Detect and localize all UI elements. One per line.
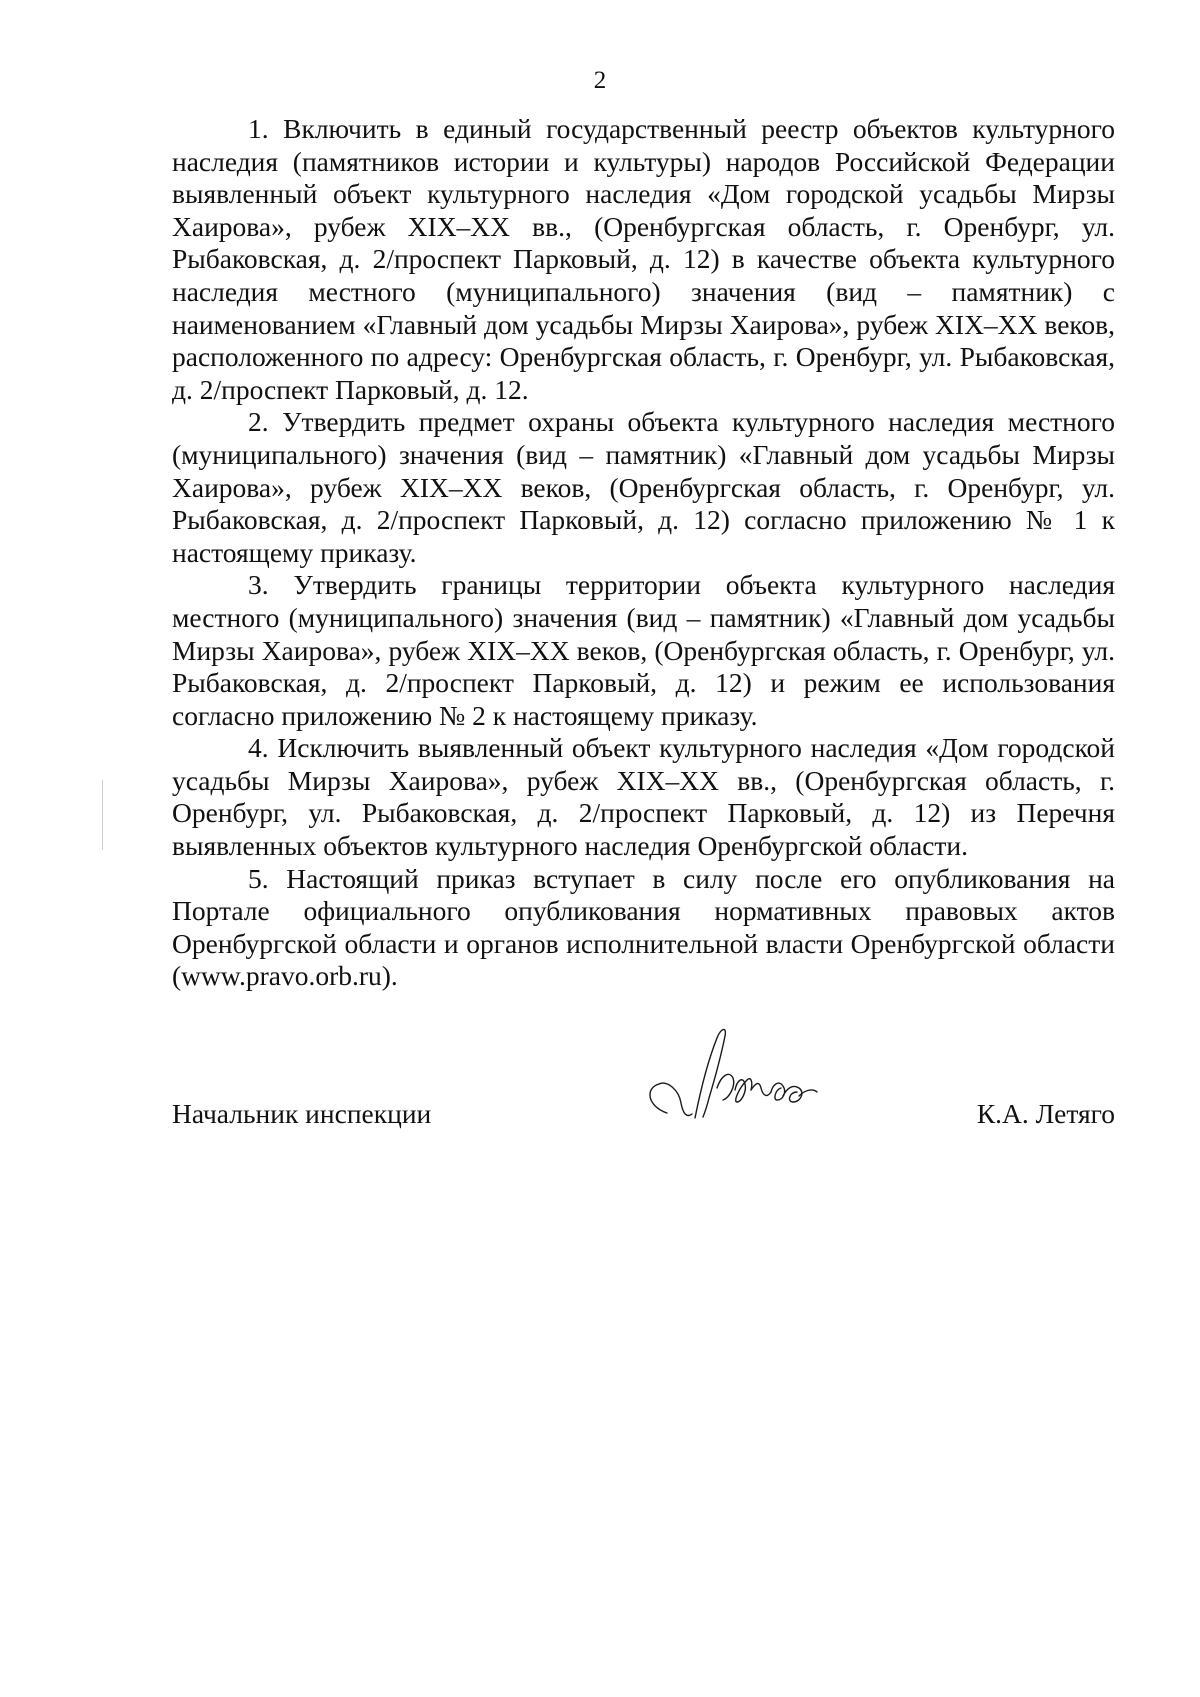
clause-1: 1. Включить в единый государственный реестр объектов культурного наследия (памятников истории и культуры) народов Российской Федерации выявленный объект культурного наследия «Дом городской усадьбы Мирзы Хаирова», рубеж XIX–XX вв., (Оренбургская область, г. Оренбург, ул. Рыбаковская, д. 2/проспект Парковый, д. 12) в качестве объекта культурного наследия местного (муниципального) значения (вид – памятник) с наименованием «Главный дом усадьбы Мирзы Хаирова», рубеж XIX–XX веков, расположенного по адресу: Оренбургская область, г. Оренбург, ул. Рыбаковская, д. 2/проспект Парковый, д. 12. — [172, 113, 1115, 405]
position-title: Начальник инспекции — [172, 1098, 432, 1129]
scan-artifact — [102, 780, 103, 850]
signer-name: К.А. Летяго — [976, 1098, 1115, 1129]
clause-5: 5. Настоящий приказ вступает в силу после его опубликования на Портале официального опубликования нормативных правовых актов Оренбургской области и органов исполнительной власти Оренбургской области (www.pravo.orb.ru). — [172, 862, 1115, 992]
clause-2: 2. Утвердить предмет охраны объекта культурного наследия местного (муниципального) значения (вид – памятник) «Главный дом усадьбы Мирзы Хаирова», рубеж XIX–XX веков, (Оренбургская область, г. Оренбург, ул. Рыбаковская, д. 2/проспект Парковый, д. 12) согласно приложению № 1 к настоящему приказу. — [172, 406, 1115, 568]
order-body — [172, 113, 1115, 993]
handwritten-signature — [637, 1018, 827, 1138]
clause-4: 4. Исключить выявленный объект культурного наследия «Дом городской усадьбы Мирзы Хаирова», рубеж XIX–XX вв., (Оренбургская область, г. Оренбург, ул. Рыбаковская, д. 2/проспект Парковый, д. 12) из Перечня выявленных объектов культурного наследия Оренбургской области. — [172, 732, 1115, 862]
clause-3: 3. Утвердить границы территории объекта культурного наследия местного (муниципального) значения (вид – памятник) «Главный дом усадьбы Мирзы Хаирова», рубеж XIX–XX веков, (Оренбургская область, г. Оренбург, ул. Рыбаковская, д. 2/проспект Парковый, д. 12) и режим ее использования согласно приложению № 2 к настоящему приказу. — [172, 569, 1115, 731]
page-number: 2 — [593, 67, 607, 94]
signature-block — [172, 1098, 1115, 1178]
